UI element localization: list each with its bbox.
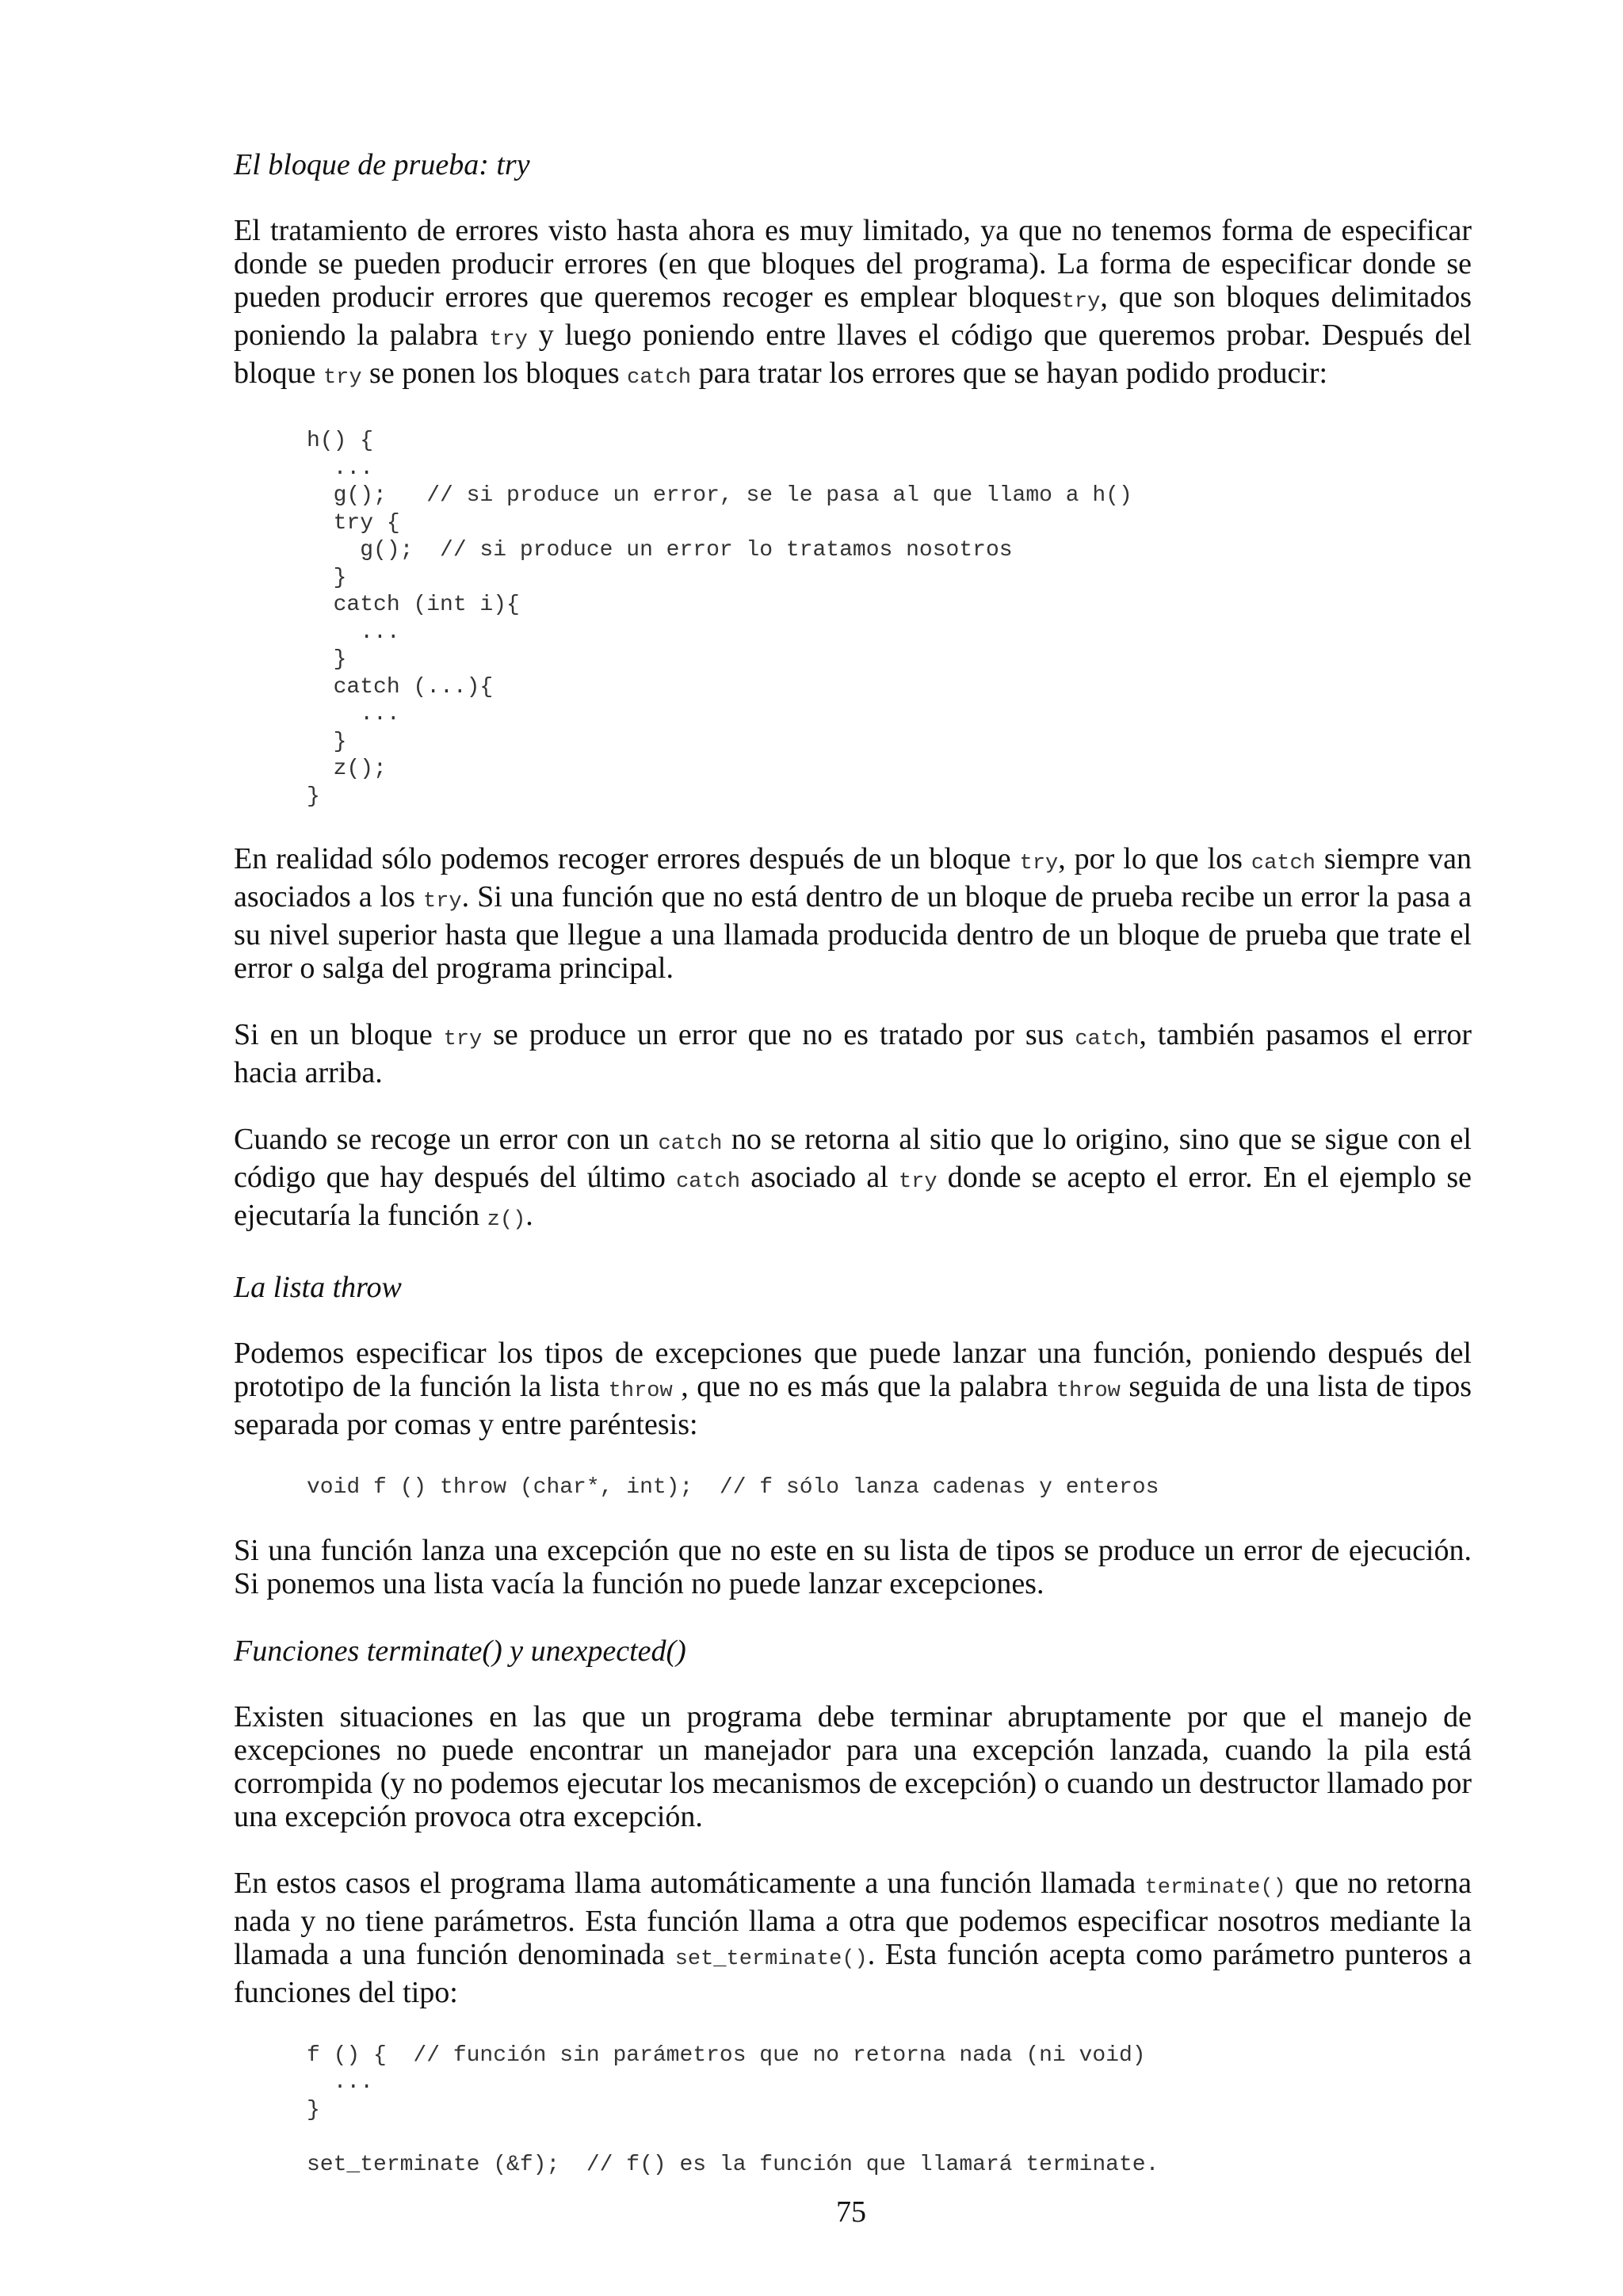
inline-code: catch [1251, 852, 1316, 875]
code-line: catch (...){ [307, 674, 494, 700]
code-line: g(); // si produce un error, se le pasa al que llamo a h() [307, 483, 1132, 508]
code-block-try-catch [307, 428, 1472, 810]
paragraph-throw-list [234, 1337, 1472, 1441]
inline-code: catch [658, 1132, 723, 1156]
text-run: se produce un error que no es tratado por sus [482, 1018, 1075, 1051]
text-run: En realidad sólo podemos recoger errores después de un bloque [234, 842, 1020, 875]
text-run: asociado al [740, 1161, 899, 1194]
inline-code: try [443, 1028, 483, 1051]
text-run: Podemos especificar los tipos de excepciones que puede lanzar una función, poniendo después del prototipo de la función la lista [234, 1337, 1472, 1403]
inline-code: catch [627, 366, 692, 390]
inline-code: try [489, 328, 528, 352]
paragraph-throw-error [234, 1534, 1472, 1600]
text-run: . Si una función que no está dentro de un bloque de prueba recibe un error la pasa a su nivel superior hasta que llegue a una llamada producida dentro de un bloque de prueba que trate el error o salga del programa principal. [234, 880, 1472, 985]
code-line: f () { // función sin parámetros que no retorna nada (ni void) [307, 2042, 1146, 2068]
code-line: g(); // si produce un error lo tratamos nosotros [307, 538, 1013, 563]
inline-code: set_terminate() [674, 1947, 868, 1971]
text-run: donde se acepto el error. En el ejemplo se ejecutaría la función [234, 1161, 1472, 1232]
inline-code: try [1061, 290, 1101, 314]
code-line: } [307, 784, 320, 809]
paragraph-terminate-situations [234, 1700, 1472, 1833]
code-line: try { [307, 510, 400, 536]
code-line: ... [307, 620, 400, 645]
text-run: , que no es más que la palabra [672, 1370, 1056, 1403]
code-line: z(); [307, 757, 387, 781]
text-run: siempre van asociados a los [234, 842, 1472, 913]
text-run: Cuando se recoge un error con un [234, 1123, 659, 1156]
text-run: que no retorna nada y no tiene parámetros. Esta función llama a otra que podemos especificar nosotros mediante la llamada a una función denominada [234, 1866, 1472, 1971]
page-content [234, 147, 1472, 2210]
inline-code: throw [1056, 1379, 1121, 1403]
text-run: Existen situaciones en las que un programa debe terminar abruptamente por que el manejo de excepciones no puede encontrar un manejador para una excepción lanzada, cuando la pila está corrompida (y no podemos ejecutar los mecanismos de excepción) o cuando un destructor llamado por una excepción provoca otra excepción. [234, 1699, 1472, 1833]
code-line: catch (int i){ [307, 593, 520, 617]
inline-code: z() [487, 1208, 526, 1232]
inline-code: try [323, 366, 362, 390]
paragraph-catch-association [234, 842, 1472, 985]
text-run: , que son bloques delimitados poniendo la palabra [234, 280, 1472, 352]
code-line: } [307, 565, 347, 590]
code-block-throw [307, 1474, 1472, 1502]
text-run: . [525, 1199, 533, 1232]
code-block-set-terminate [307, 2042, 1472, 2180]
text-run: Si una función lanza una excepción que no este en su lista de tipos se produce un error de ejecución. Si ponemos una lista vacía la función no puede lanzar excepciones. [234, 1533, 1472, 1600]
paragraph-catch-continue [234, 1123, 1472, 1237]
code-line: } [307, 647, 347, 672]
code-line: } [307, 729, 347, 754]
heading-throw-list: La lista throw [234, 1271, 402, 1304]
inline-code: throw [608, 1379, 673, 1403]
inline-code: catch [1075, 1028, 1140, 1051]
text-run: y luego poniendo entre llaves el código que queremos probar. Después del bloque [234, 318, 1472, 390]
text-run: seguida de una lista de tipos separada por comas y entre paréntesis: [234, 1370, 1472, 1441]
code-line: set_terminate (&f); // f() es la función que llamará terminate. [307, 2152, 1159, 2177]
code-line: ... [307, 2070, 374, 2095]
code-line: void f () throw (char*, int); // f sólo lanza cadenas y enteros [307, 1475, 1159, 1500]
code-line: ... [307, 456, 374, 481]
text-run: En estos casos el programa llama automáticamente a una función llamada [234, 1866, 1145, 1900]
text-run: no se retorna al sitio que lo origino, sino que se sigue con el código que hay después del último [234, 1123, 1472, 1194]
code-line: h() { [307, 429, 374, 453]
text-run: Si en un bloque [234, 1018, 444, 1051]
page-number: 75 [836, 2195, 866, 2229]
inline-code: try [898, 1170, 938, 1194]
inline-code: catch [676, 1170, 741, 1194]
heading-terminate: Funciones terminate() y unexpected() [234, 1634, 686, 1668]
code-line: ... [307, 702, 400, 727]
paragraph-try-intro [234, 214, 1472, 395]
inline-code: terminate() [1144, 1875, 1286, 1900]
text-run: se ponen los bloques [361, 357, 628, 390]
text-run: El tratamiento de errores visto hasta ahora es muy limitado, ya que no tenemos forma de especificar donde se pueden producir errores (en que bloques del programa). La forma de especificar donde se pueden producir errores que queremos recoger es emplear bloques [234, 214, 1472, 314]
inline-code: try [423, 890, 462, 913]
text-run: , por lo que los [1058, 842, 1251, 875]
text-run: . Esta función acepta como parámetro punteros a funciones del tipo: [234, 1937, 1472, 2009]
text-run: para tratar los errores que se hayan podido producir: [691, 357, 1328, 390]
paragraph-terminate-call [234, 1867, 1472, 2009]
code-line [307, 2124, 1472, 2152]
text-run: , también pasamos el error hacia arriba. [234, 1018, 1472, 1089]
heading-try-block: El bloque de prueba: try [234, 148, 530, 181]
inline-code: try [1019, 852, 1059, 875]
paragraph-untreated-error [234, 1018, 1472, 1089]
code-line: } [307, 2097, 320, 2122]
